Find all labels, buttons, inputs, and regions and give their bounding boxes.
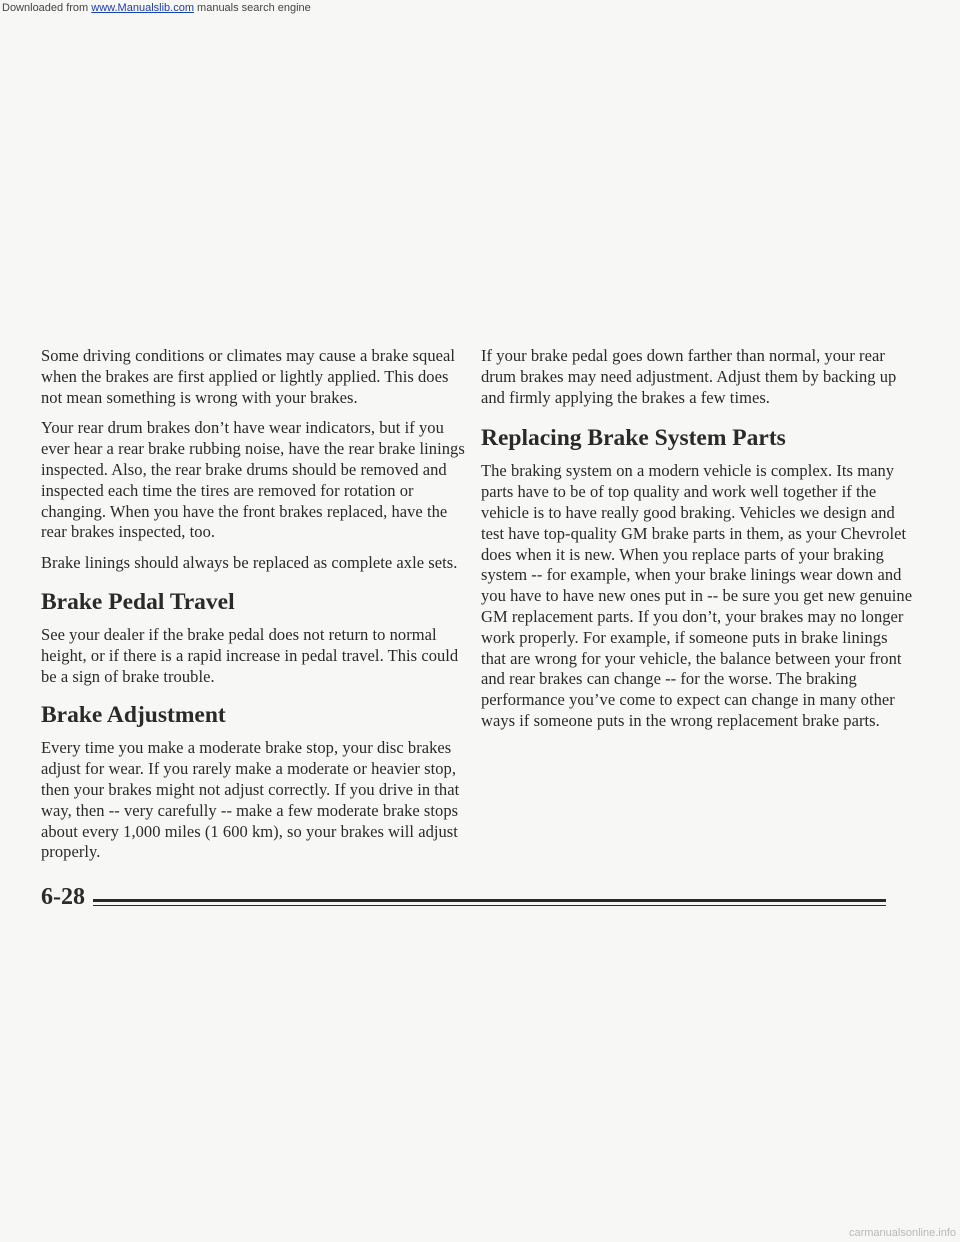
brake-adjustment-paragraph: Every time you make a moderate brake stop, your disc brakes adjust for wear. If you rarely make a moderate or heavier stop, then your brakes might not adjust correctly. If you drive in that way, then -- very carefully -- make a few moderate brake stops about every 1,000 miles (1 600 km), so your brakes will adjust properly. [41,738,460,862]
page-footer [41,882,886,912]
banner-prefix: Downloaded from [2,2,92,14]
download-banner [0,0,960,16]
banner-suffix: manuals search engine [193,2,311,14]
pedal-travel-paragraph: See your dealer if the brake pedal does not return to normal height, or if there is a rapid increase in pedal travel. This could be a sign of brake trouble. [41,624,459,686]
right-column [481,346,913,742]
replacing-parts-heading: Replacing Brake System Parts [481,425,786,452]
brake-squeal-paragraph: Some driving conditions or climates may cause a brake squeal when the brakes are first applied or lightly applied. This does not mean something is wrong with your brakes. [41,346,456,407]
axle-sets-paragraph: Brake linings should always be replaced as complete axle sets. [41,553,458,573]
braking-system-paragraph: The braking system on a modern vehicle is complex. Its many parts have to be of top quality and work well together if the vehicle is to have really good braking. Vehicles we design and test have top-quality GM brake parts in them, as your Chevrolet does when it is new. When you replace parts of your braking system -- for example, when your brake linings wear down and you have to have new ones put in -- be sure you get new genuine GM replacement parts. If you don’t, your brakes may no longer work properly. For example, if someone puts in brake linings that are wrong for your vehicle, the balance between your front and rear brakes can change -- for the worse. The braking performance you’ve come to expect can change in many other ways if someone puts in the wrong replacement brake parts. [481,461,913,730]
page-number: 6-28 [41,884,85,910]
brake-pedal-travel-heading: Brake Pedal Travel [41,588,235,615]
pedal-farther-paragraph: If your brake pedal goes down farther than normal, your rear drum brakes may need adjustment. Adjust them by backing up and firmly applying the brakes a few times. [481,346,897,407]
watermark: carmanualsonline.info [848,1227,956,1239]
rear-drum-paragraph: Your rear drum brakes don’t have wear indicators, but if you ever hear a rear brake rubbing noise, have the rear brake linings inspected. Also, the rear brake drums should be removed and inspected each time the tires are removed for rotation or changing. When you have the front brakes replaced, have the rear brakes inspected, too. [41,418,465,542]
footer-rule-thick [93,899,886,902]
left-column [41,346,473,873]
brake-adjustment-heading: Brake Adjustment [41,702,226,729]
manualslib-link[interactable]: www.Manualslib.com [91,2,194,14]
footer-rule-thin [93,905,886,906]
